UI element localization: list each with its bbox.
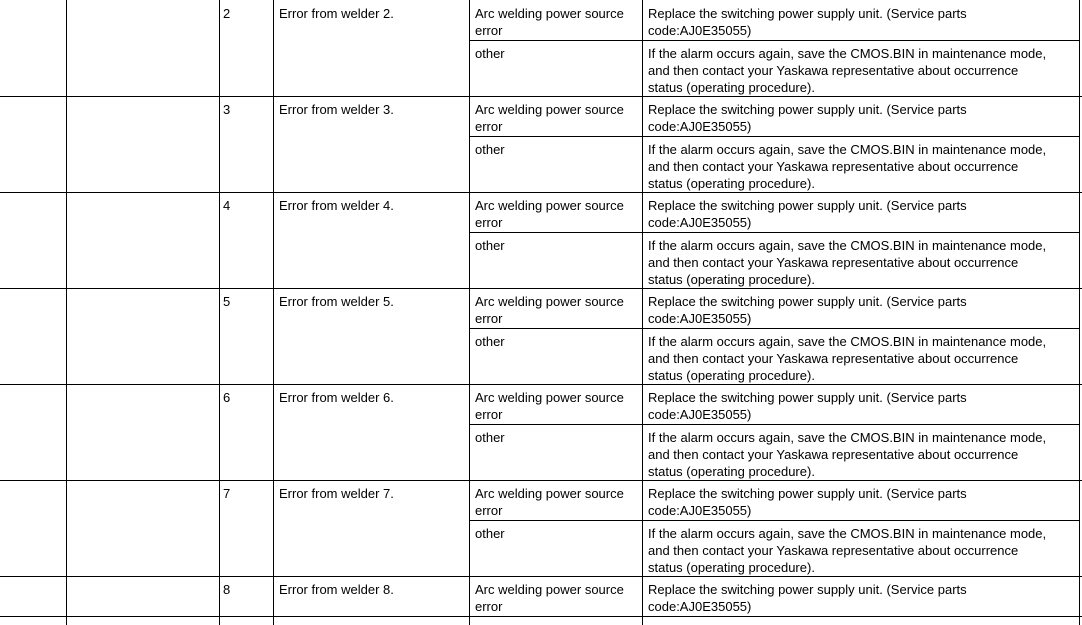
subcode: 4 <box>223 198 231 213</box>
cause-text: Arc welding power source <box>475 582 624 597</box>
table-column-rule <box>273 0 274 625</box>
cause-text: error <box>475 310 503 326</box>
remedy-text: status (operating procedure). <box>648 79 815 95</box>
remedy-text: code:AJ0E35055) <box>648 502 752 518</box>
remedy-text: status (operating procedure). <box>648 271 815 287</box>
cause-text: error <box>475 598 503 614</box>
meaning-text: Error from welder 3. <box>279 102 394 117</box>
cause-text: error <box>475 502 503 518</box>
remedy-text: If the alarm occurs again, save the CMOS.BIN in maintenance mode, <box>648 46 1047 61</box>
cause-text: Arc welding power source <box>475 198 624 213</box>
table-column-rule <box>66 0 67 625</box>
remedy-text: Replace the switching power supply unit. (Service parts <box>648 6 967 21</box>
cause-text: error <box>475 214 503 230</box>
remedy-text: and then contact your Yaskawa representative about occurrence <box>648 158 1019 174</box>
table-rule <box>0 192 1082 193</box>
meaning-text: Error from welder 5. <box>279 294 394 309</box>
cause-text: other <box>475 526 505 541</box>
cause-text: Arc welding power source <box>475 294 624 309</box>
meaning-text: Error from welder 8. <box>279 582 394 597</box>
cause-text: error <box>475 406 503 422</box>
remedy-text: If the alarm occurs again, save the CMOS.BIN in maintenance mode, <box>648 334 1047 349</box>
remedy-text: and then contact your Yaskawa representative about occurrence <box>648 254 1019 270</box>
meaning-text: Error from welder 4. <box>279 198 394 213</box>
cause-text: Arc welding power source <box>475 102 624 117</box>
table-rule <box>0 616 1082 617</box>
subcode: 3 <box>223 102 231 117</box>
subcode: 2 <box>223 6 231 21</box>
table-column-rule <box>219 0 220 625</box>
remedy-text: and then contact your Yaskawa representative about occurrence <box>648 350 1019 366</box>
table-rule <box>0 384 1082 385</box>
cause-text: other <box>475 46 505 61</box>
table-rule <box>0 480 1082 481</box>
remedy-text: Replace the switching power supply unit. (Service parts <box>648 198 967 213</box>
table-rule <box>469 520 1080 521</box>
subcode: 5 <box>223 294 231 309</box>
cause-text: Arc welding power source <box>475 486 624 501</box>
table-rule <box>469 328 1080 329</box>
cause-text: Arc welding power source <box>475 6 624 21</box>
remedy-text: code:AJ0E35055) <box>648 22 752 38</box>
table-rule <box>469 40 1080 41</box>
table-column-rule <box>469 0 470 625</box>
remedy-text: status (operating procedure). <box>648 175 815 191</box>
remedy-text: and then contact your Yaskawa representative about occurrence <box>648 62 1019 78</box>
subcode: 6 <box>223 390 231 405</box>
table-column-rule <box>1079 0 1080 625</box>
cause-text: other <box>475 430 505 445</box>
table-column-rule <box>642 0 643 625</box>
table-rule <box>0 96 1082 97</box>
remedy-text: code:AJ0E35055) <box>648 310 752 326</box>
table-rule <box>469 424 1080 425</box>
remedy-text: code:AJ0E35055) <box>648 598 752 614</box>
remedy-text: If the alarm occurs again, save the CMOS.BIN in maintenance mode, <box>648 430 1047 445</box>
remedy-text: status (operating procedure). <box>648 367 815 383</box>
cause-text: Arc welding power source <box>475 390 624 405</box>
remedy-text: code:AJ0E35055) <box>648 118 752 134</box>
cause-text: error <box>475 22 503 38</box>
cause-text: other <box>475 142 505 157</box>
remedy-text: Replace the switching power supply unit. (Service parts <box>648 486 967 501</box>
remedy-text: If the alarm occurs again, save the CMOS.BIN in maintenance mode, <box>648 526 1047 541</box>
remedy-text: Replace the switching power supply unit. (Service parts <box>648 582 967 597</box>
remedy-text: Replace the switching power supply unit. (Service parts <box>648 294 967 309</box>
meaning-text: Error from welder 2. <box>279 6 394 21</box>
remedy-text: If the alarm occurs again, save the CMOS.BIN in maintenance mode, <box>648 142 1047 157</box>
meaning-text: Error from welder 6. <box>279 390 394 405</box>
subcode: 8 <box>223 582 231 597</box>
table-rule <box>469 232 1080 233</box>
remedy-text: Replace the switching power supply unit. (Service parts <box>648 102 967 117</box>
remedy-text: status (operating procedure). <box>648 463 815 479</box>
subcode: 7 <box>223 486 231 501</box>
cause-text: other <box>475 334 505 349</box>
table-rule <box>469 136 1080 137</box>
table-rule <box>0 288 1082 289</box>
meaning-text: Error from welder 7. <box>279 486 394 501</box>
remedy-text: status (operating procedure). <box>648 559 815 575</box>
remedy-text: and then contact your Yaskawa representative about occurrence <box>648 446 1019 462</box>
table-rule <box>0 576 1082 577</box>
remedy-text: If the alarm occurs again, save the CMOS.BIN in maintenance mode, <box>648 238 1047 253</box>
remedy-text: code:AJ0E35055) <box>648 406 752 422</box>
remedy-text: and then contact your Yaskawa representative about occurrence <box>648 542 1019 558</box>
cause-text: error <box>475 118 503 134</box>
remedy-text: code:AJ0E35055) <box>648 214 752 230</box>
remedy-text: Replace the switching power supply unit. (Service parts <box>648 390 967 405</box>
cause-text: other <box>475 238 505 253</box>
